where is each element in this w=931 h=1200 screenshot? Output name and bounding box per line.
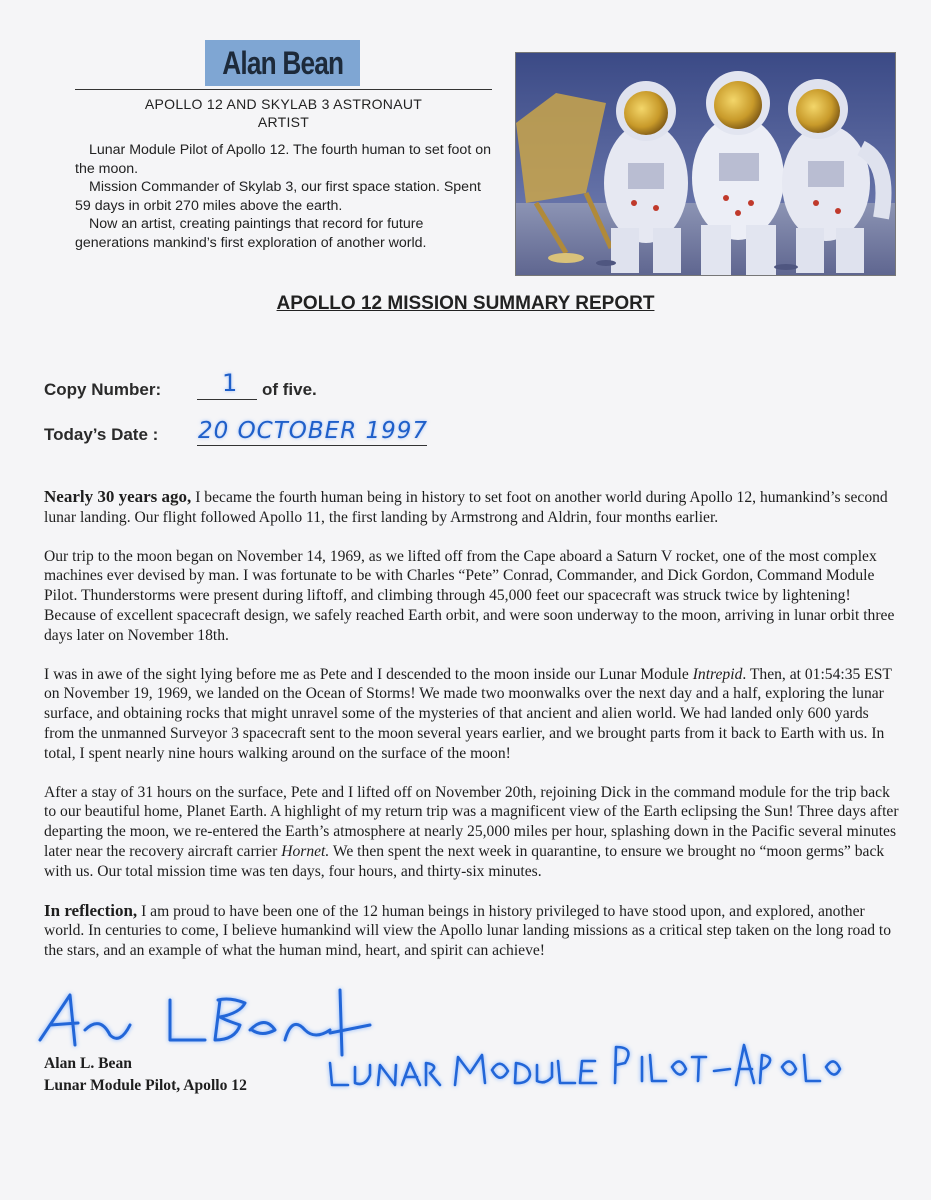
role-line-1: APOLLO 12 AND SKYLAB 3 ASTRONAUT [144, 96, 423, 112]
paragraph-5 [44, 901, 902, 961]
date-handwritten: 20 OCTOBER 1997 [198, 418, 429, 444]
paragraph-text: We then spent the next week in quarantine, to ensure we brought no “moon germs” back with us. Our total mission time was ten days, four hours, and thirty-six minutes. [44, 842, 885, 880]
paragraph-text: After a stay of 31 hours on the surface, Pete and I lifted off on November 20th, rejoining Dick in the command module for the trip back to our beautiful home, Planet Earth. A highlight of my return trip was a magnificent view of the Earth eclipsing the Sun! Three days after departing the moon, we re-entered the Earth’s atmosphere at nearly 25,000 miles per hour, splashing down in the Pacific several minutes later near the recovery aircraft carrier [44, 783, 899, 860]
header-rule [75, 89, 492, 90]
paragraph-text: I was in awe of the sight lying before me as Pete and I descended to the moon inside our Lunar Module [44, 665, 693, 683]
bio-paragraph: Mission Commander of Skylab 3, our first space station. Spent 59 days in orbit 270 miles above the earth. [75, 179, 481, 214]
bio-paragraph: Lunar Module Pilot of Apollo 12. The fourth human to set foot on the moon. [75, 142, 491, 177]
signer-title: Lunar Module Pilot, Apollo 12 [44, 1077, 247, 1094]
role-line-2: ARTIST [257, 114, 310, 130]
paragraph-lead: Nearly 30 years ago, [44, 487, 192, 506]
report-title: APOLLO 12 MISSION SUMMARY REPORT [276, 293, 655, 314]
paragraph-text: I became the fourth human being in history to set foot on another world during Apollo 12, humankind’s second lunar landing. Our flight followed Apollo 11, the first landing by Armstrong and Aldrin, four months earlier. [44, 489, 888, 526]
astronauts-painting [515, 52, 896, 276]
signer-name: Alan L. Bean [44, 1055, 132, 1072]
copy-number-label: Copy Number: [44, 380, 162, 399]
paragraph-2: Our trip to the moon began on November 14, 1969, as we lifted off from the Cape aboard a Saturn V rocket, one of the most complex machines ever devised by man. I was fortunate to be with Charles “Pete” Conrad, Commander, and Dick Gordon, Command Module Pilot. Thunderstorms were present during liftoff, and climbing through 45,000 feet our spacecraft was struck twice by lightening! Because of excellent spacecraft design, we safely reached Earth orbit, and were soon underway to the moon, arriving in lunar orbit three days later on November 18th. [44, 547, 895, 644]
astronaut-name: Alan Bean [222, 44, 343, 81]
date-label: Today’s Date : [44, 425, 159, 444]
copy-number-handwritten: 1 [222, 369, 238, 397]
copy-number-suffix: of five. [262, 380, 317, 399]
paragraph-text: . Then, at 01:54:35 EST on November 19, 1969, we landed on the Ocean of Storms! We made two moonwalks over the next day and a half, exploring the lunar surface, and obtaining rocks that might unravel some of the mysteries of that ancient and alien world. We had landed only 600 yards from the unmanned Surveyor 3 spacecraft sent to the moon several years earlier, and we brought parts from it back to Earth with us. In total, I spent nearly nine hours walking around on the surface of the moon! [44, 665, 892, 762]
spacecraft-name: Intrepid [692, 665, 743, 683]
name-banner [205, 40, 360, 86]
paragraph-lead: In reflection, [44, 900, 138, 920]
date-line [197, 445, 427, 446]
bio-block [75, 141, 495, 252]
paragraph-4 [44, 783, 902, 882]
ship-name: Hornet. [281, 842, 330, 860]
report-body [44, 487, 902, 980]
paragraph-3 [44, 665, 902, 764]
paragraph-1 [44, 487, 902, 528]
bio-paragraph: Now an artist, creating paintings that record for future generations mankind’s first exploration of another world. [75, 216, 427, 251]
paragraph-text: I am proud to have been one of the 12 human beings in history privileged to have stood upon, and explored, another world. In centuries to come, I believe humankind will view the Apollo lunar landing missions as a critical step taken on the long road to the stars, and an example of what the human mind, heart, and spirit can achieve! [44, 902, 892, 960]
copy-number-line [197, 399, 257, 400]
